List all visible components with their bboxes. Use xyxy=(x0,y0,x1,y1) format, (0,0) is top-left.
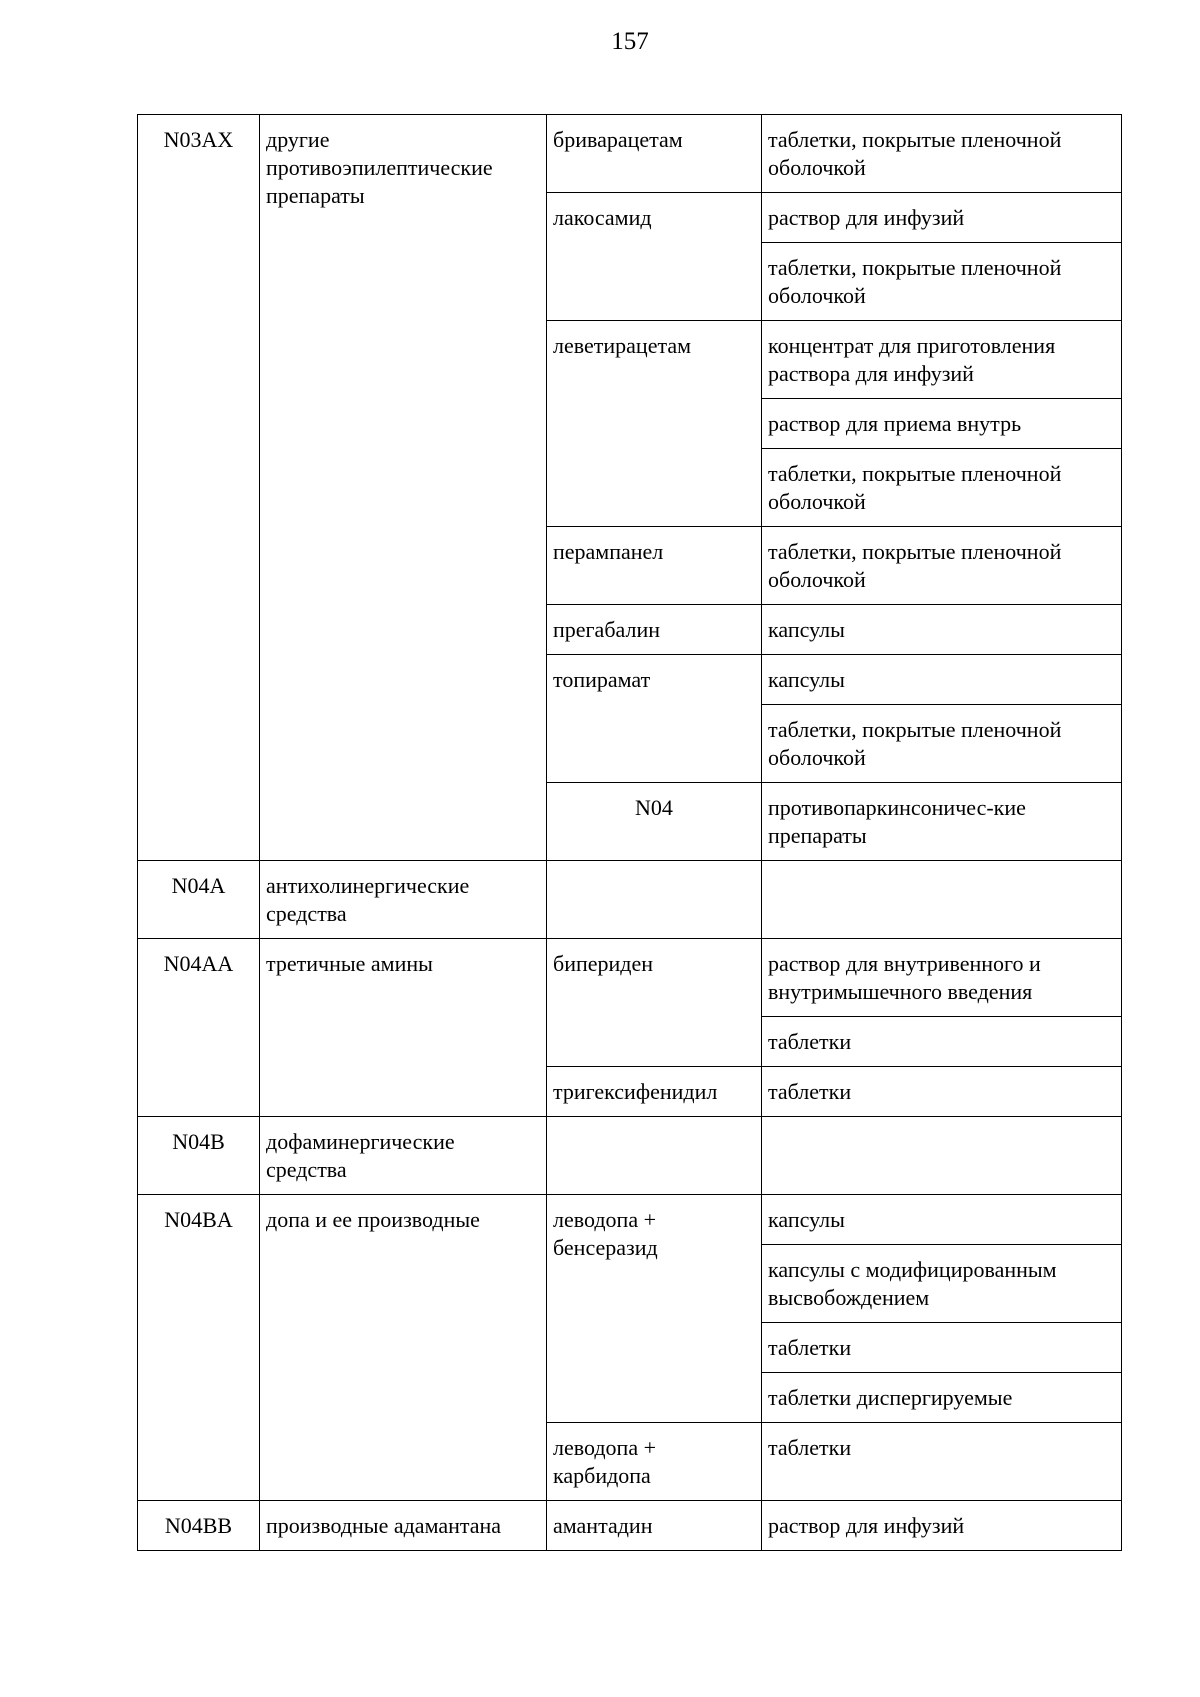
drug-name: прегабалин xyxy=(547,605,762,655)
dosage-form: капсулы xyxy=(762,655,1122,705)
dosage-form-empty xyxy=(762,1117,1122,1195)
dosage-form: концентрат для приготовления раствора для инфузий xyxy=(762,321,1122,399)
dosage-form: капсулы с модифицированным высвобождением xyxy=(762,1245,1122,1323)
drug-table xyxy=(137,114,1122,1551)
dosage-form: таблетки диспергируемые xyxy=(762,1373,1122,1423)
atc-code: N04BA xyxy=(138,1195,260,1501)
dosage-form: раствор для приема внутрь xyxy=(762,399,1122,449)
dosage-form: таблетки, покрытые пленочной оболочкой xyxy=(762,705,1122,783)
dosage-form: таблетки xyxy=(762,1423,1122,1501)
dosage-form: таблетки, покрытые пленочной оболочкой xyxy=(762,243,1122,321)
drug-name: лакосамид xyxy=(547,193,762,321)
drug-name: леводопа + бенсеразид xyxy=(547,1195,762,1423)
dosage-form: капсулы xyxy=(762,1195,1122,1245)
group-name: другие противоэпилептические препараты xyxy=(260,115,547,861)
dosage-form-empty xyxy=(762,861,1122,939)
dosage-form: таблетки, покрытые пленочной оболочкой xyxy=(762,449,1122,527)
atc-code: N04 xyxy=(547,783,762,861)
dosage-form: таблетки, покрытые пленочной оболочкой xyxy=(762,115,1122,193)
page-number: 157 xyxy=(611,28,649,55)
dosage-form: таблетки xyxy=(762,1017,1122,1067)
group-name: производные адамантана xyxy=(260,1501,547,1551)
atc-code: N04AA xyxy=(138,939,260,1117)
drug-name: леветирацетам xyxy=(547,321,762,527)
table-row xyxy=(138,115,1122,193)
table-row xyxy=(138,939,1122,1017)
drug-name: амантадин xyxy=(547,1501,762,1551)
group-name: допа и ее производные xyxy=(260,1195,547,1501)
atc-code: N04A xyxy=(138,861,260,939)
atc-code: N03AX xyxy=(138,115,260,861)
dosage-form: капсулы xyxy=(762,605,1122,655)
table-row xyxy=(138,1117,1122,1195)
drug-name: перампанел xyxy=(547,527,762,605)
group-name: третичные амины xyxy=(260,939,547,1117)
drug-name: топирамат xyxy=(547,655,762,783)
drug-name-empty xyxy=(547,1117,762,1195)
dosage-form: раствор для инфузий xyxy=(762,193,1122,243)
drug-name-empty xyxy=(547,861,762,939)
group-name: противопаркинсоничес-кие препараты xyxy=(762,783,1122,861)
drug-name: леводопа + карбидопа xyxy=(547,1423,762,1501)
group-name: дофаминергические средства xyxy=(260,1117,547,1195)
drug-name: бипериден xyxy=(547,939,762,1067)
drug-name: бриварацетам xyxy=(547,115,762,193)
atc-code: N04B xyxy=(138,1117,260,1195)
dosage-form: раствор для инфузий xyxy=(762,1501,1122,1551)
group-name: антихолинергические средства xyxy=(260,861,547,939)
atc-code: N04BB xyxy=(138,1501,260,1551)
dosage-form: таблетки, покрытые пленочной оболочкой xyxy=(762,527,1122,605)
drug-name: тригексифенидил xyxy=(547,1067,762,1117)
table-row xyxy=(138,861,1122,939)
table-row xyxy=(138,1501,1122,1551)
table-row xyxy=(138,1195,1122,1245)
dosage-form: раствор для внутривенного и внутримышечного введения xyxy=(762,939,1122,1017)
dosage-form: таблетки xyxy=(762,1323,1122,1373)
dosage-form: таблетки xyxy=(762,1067,1122,1117)
